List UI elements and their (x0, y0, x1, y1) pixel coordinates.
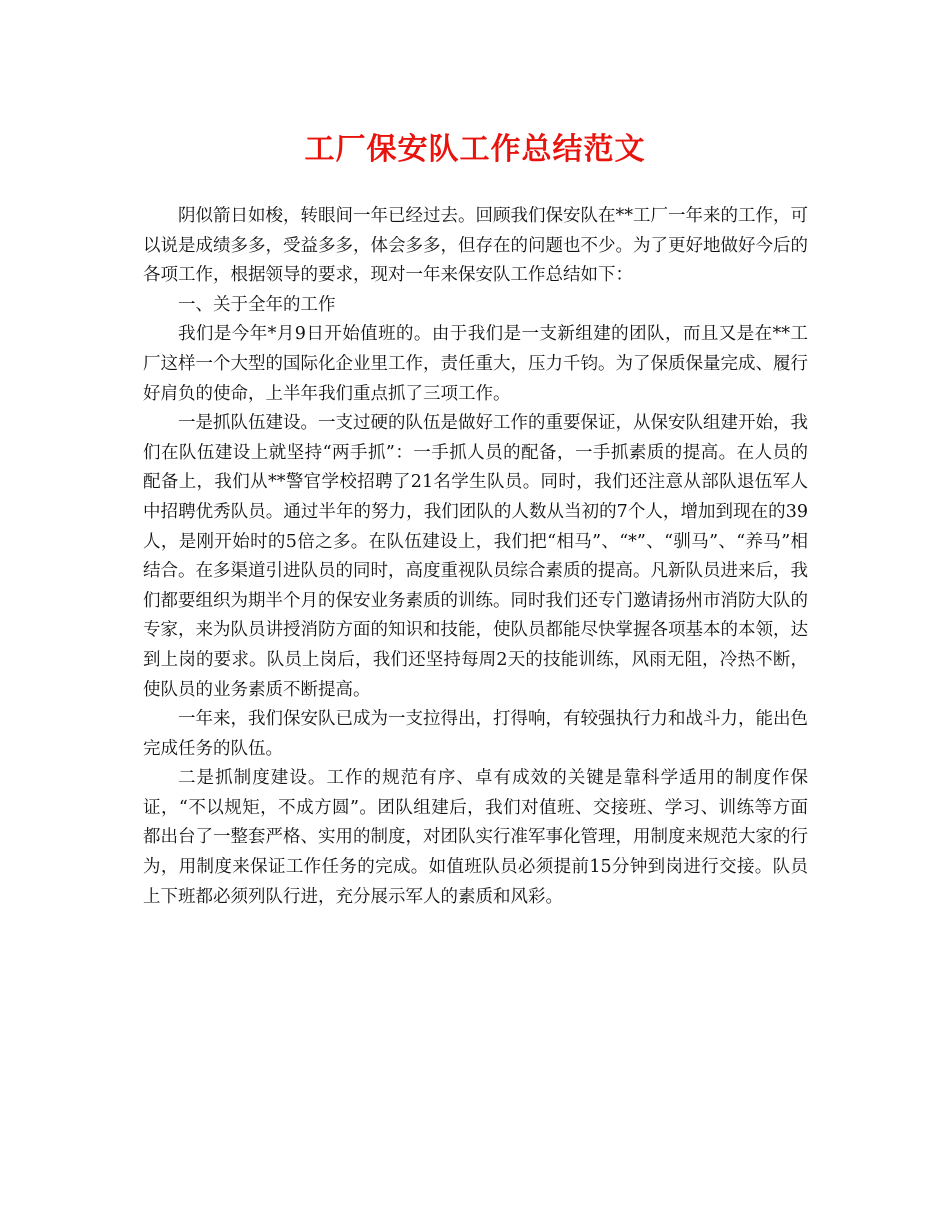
paragraph-start-duty: 我们是今年*月9日开始值班的。由于我们是一支新组建的团队，而且又是在**工厂这样一个大型的国际化企业里工作，责任重大，压力千钧。为了保质保量完成、履行好肩负的使命，上半年我们重点抓了三项工作。 (143, 324, 808, 404)
paragraph-team-building: 一是抓队伍建设。一支过硬的队伍是做好工作的重要保证，从保安队组建开始，我们在队伍建设上就坚持“两手抓”：一手抓人员的配备，一手抓素质的提高。在人员的配备上，我们从**警官学校招聘了21名学生队员。同时，我们还注意从部队退伍军人中招聘优秀队员。通过半年的努力，我们团队的人数从当初的7个人，增加到现在的39人，是刚开始时的5倍之多。在队伍建设上，我们把“相马”、“*”、“驯马”、“养马”相结合。在多渠道引进队员的同时，高度重视队员综合素质的提高。凡新队员进来后，我们都要组织为期半个月的保安业务素质的训练。同时我们还专门邀请扬州市消防大队的专家，来为队员讲授消防方面的知识和技能，使队员都能尽快掌握各项基本的本领，达到上岗的要求。队员上岗后，我们还坚持每周2天的技能训练，风雨无阻，冷热不断，使队员的业务素质不断提高。 (143, 413, 808, 700)
document-title: 工厂保安队工作总结范文 (304, 132, 646, 167)
paragraph-system-building: 二是抓制度建设。工作的规范有序、卓有成效的关键是靠科学适用的制度作保证，“不以规矩，不成方圆”。团队组建后，我们对值班、交接班、学习、训练等方面都出台了一整套严格、实用的制度，对团队实行准军事化管理，用制度来规范大家的行为，用制度来保证工作任务的完成。如值班队员必须提前15分钟到岗进行交接。队员上下班都必须列队行进，充分展示军人的素质和风彩。 (143, 768, 808, 907)
paragraph-team-summary: 一年来，我们保安队已成为一支拉得出，打得响，有较强执行力和战斗力，能出色完成任务的队伍。 (143, 709, 808, 759)
paragraph-intro: 阴似箭日如梭，转眼间一年已经过去。回顾我们保安队在**工厂一年来的工作，可以说是成绩多多，受益多多，体会多多，但存在的问题也不少。为了更好地做好今后的各项工作，根据领导的要求，现对一年来保安队工作总结如下： (143, 206, 808, 286)
section-heading-annual-work: 一、关于全年的工作 (178, 294, 336, 315)
document-body (143, 202, 808, 912)
